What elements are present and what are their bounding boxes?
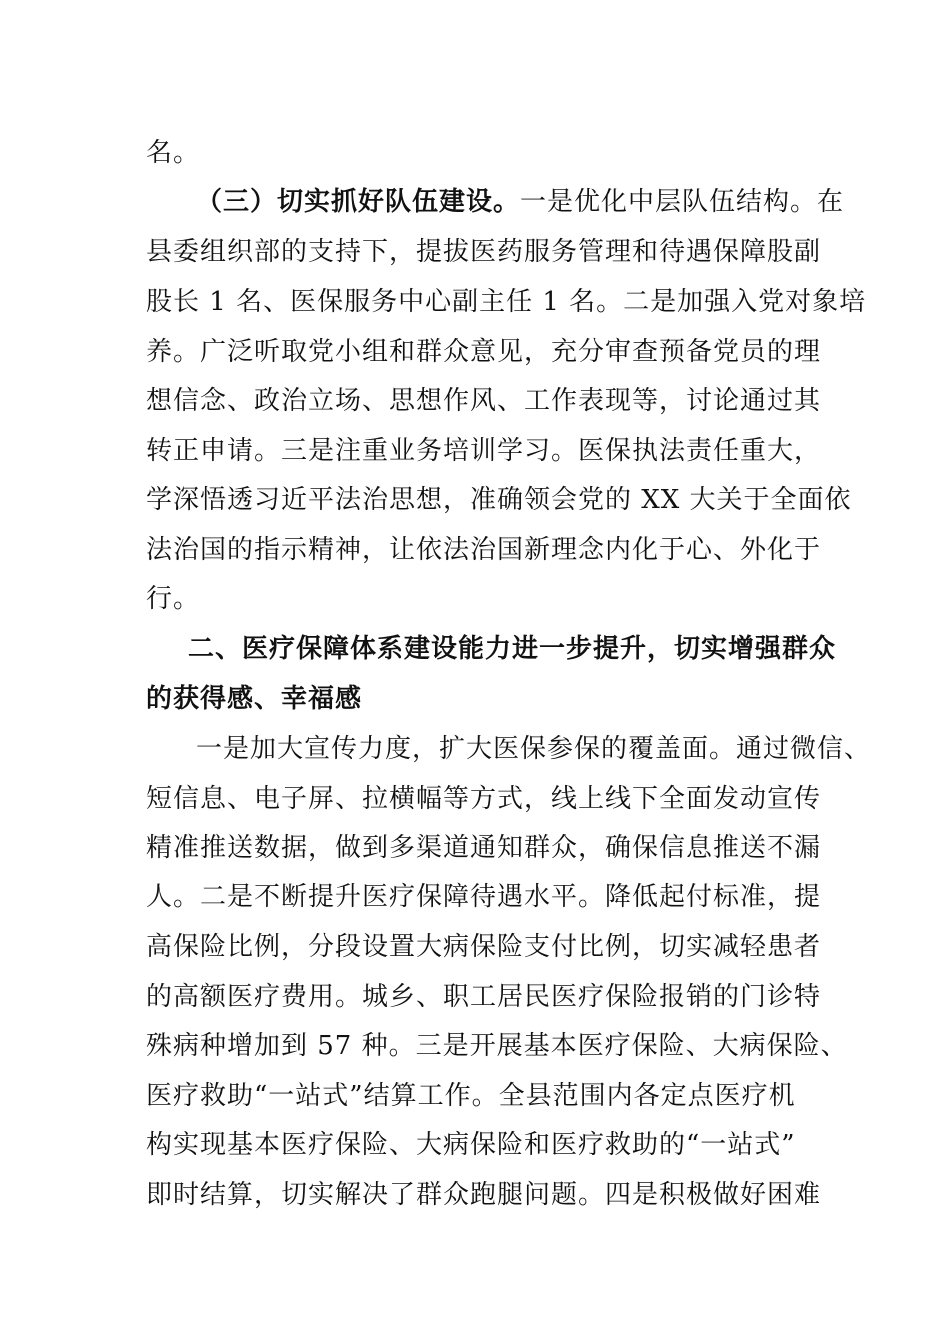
section-heading-line <box>196 187 844 217</box>
paragraph-line: 一是加大宣传力度，扩大医保参保的覆盖面。通过微信、 <box>196 734 872 764</box>
paragraph-line: 转正申请。三是注重业务培训学习。医保执法责任重大， <box>146 436 822 466</box>
part-title-line: 二、医疗保障体系建设能力进一步提升，切实增强群众 <box>188 634 837 664</box>
paragraph-line: 股长 1 名、医保服务中心副主任 1 名。二是加强入党对象培 <box>146 287 867 317</box>
paragraph-line: 名。 <box>146 138 201 168</box>
paragraph-line: 医疗救助“一站式”结算工作。全县范围内各定点医疗机 <box>146 1081 796 1111</box>
paragraph-line: 高保险比例，分段设置大病保险支付比例，切实减轻患者 <box>146 932 822 962</box>
paragraph-line: 短信息、电子屏、拉横幅等方式，线上线下全面发动宣传 <box>146 784 822 814</box>
section-heading: （三）切实抓好队伍建设。 <box>196 187 521 217</box>
paragraph-text: 一是优化中层队伍结构。在 <box>520 187 845 217</box>
paragraph-line: 县委组织部的支持下，提拔医药服务管理和待遇保障股副 <box>146 237 822 267</box>
paragraph-line: 的高额医疗费用。城乡、职工居民医疗保险报销的门诊特 <box>146 982 822 1012</box>
paragraph-line: 构实现基本医疗保险、大病保险和医疗救助的“一站式” <box>146 1130 796 1160</box>
paragraph-line: 人。二是不断提升医疗保障待遇水平。降低起付标准，提 <box>146 882 822 912</box>
paragraph-line: 行。 <box>146 584 201 614</box>
paragraph-line: 想信念、政治立场、思想作风、工作表现等，讨论通过其 <box>146 386 822 416</box>
paragraph-line: 殊病种增加到 57 种。三是开展基本医疗保险、大病保险、 <box>146 1031 848 1061</box>
paragraph-line: 精准推送数据，做到多渠道通知群众，确保信息推送不漏 <box>146 833 822 863</box>
part-title-line: 的获得感、幸福感 <box>146 684 363 714</box>
paragraph-line: 学深悟透习近平法治思想，准确领会党的 XX 大关于全面依 <box>146 485 852 515</box>
paragraph-line: 法治国的指示精神，让依法治国新理念内化于心、外化于 <box>146 535 822 565</box>
paragraph-line: 养。广泛听取党小组和群众意见，充分审查预备党员的理 <box>146 337 822 367</box>
paragraph-line: 即时结算，切实解决了群众跑腿问题。四是积极做好困难 <box>146 1180 822 1210</box>
